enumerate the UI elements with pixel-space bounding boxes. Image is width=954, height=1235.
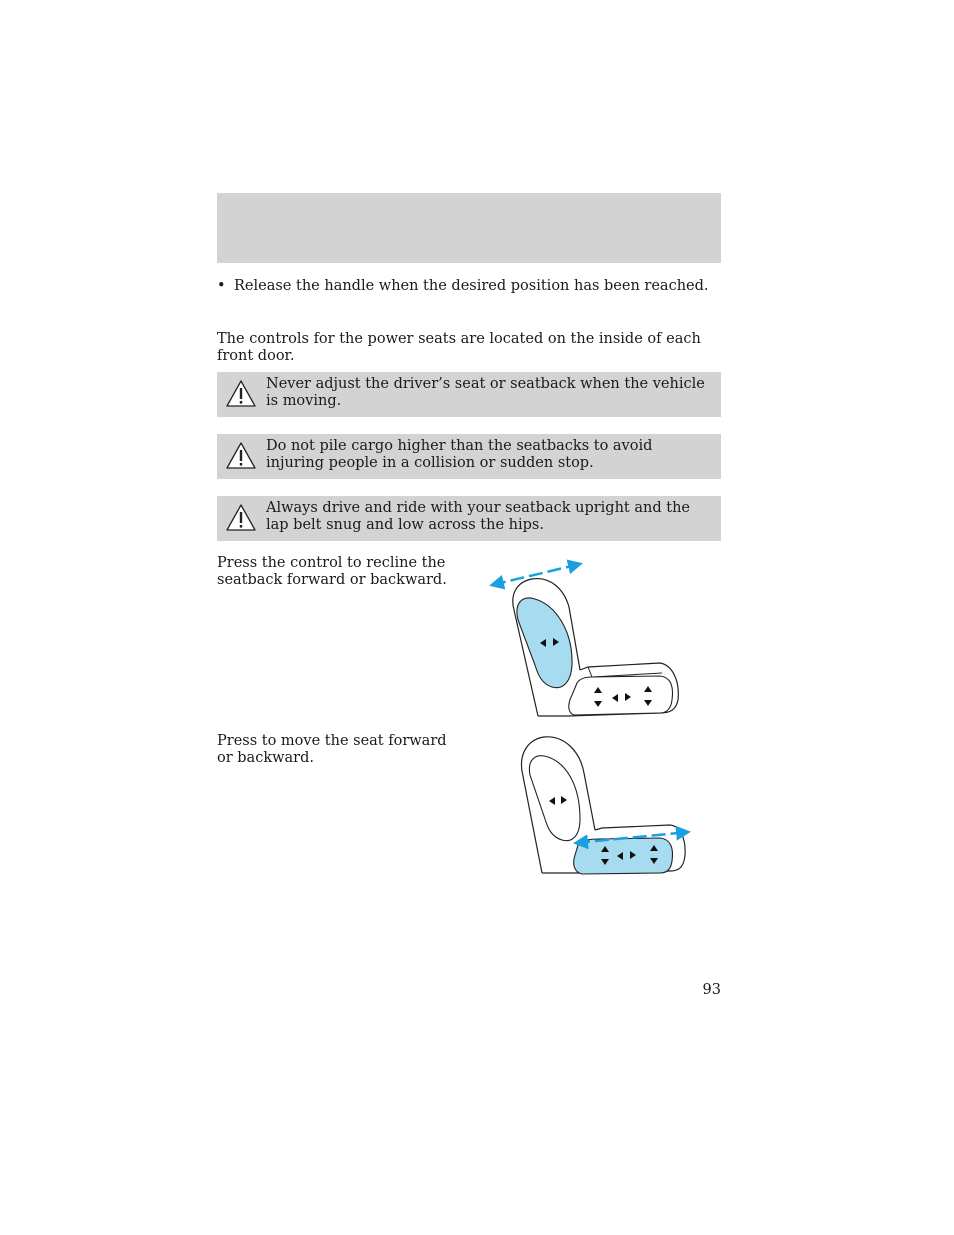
seat-control-panel: [569, 676, 673, 715]
warning-box-3: [217, 496, 721, 541]
bullet-marker: •: [217, 278, 226, 294]
warning-text-2: Do not pile cargo higher than the seatbacks to avoid injuring people in a collision or sudden stop.: [266, 438, 653, 471]
bullet-text: Release the handle when the desired position has been reached.: [234, 278, 709, 294]
warning-box-1: [217, 372, 721, 417]
recline-caption: Press the control to recline the seatback forward or backward.: [217, 555, 447, 588]
fore-aft-control-illustration: [510, 733, 695, 883]
bullet-item: [217, 278, 721, 295]
page-number: 93: [702, 982, 721, 998]
warning-text-3: Always drive and ride with your seatback upright and the lap belt snug and low across the hips.: [266, 500, 690, 533]
warning-triangle-icon: [225, 503, 257, 533]
warning-box-2: [217, 434, 721, 479]
fore-aft-control-highlight: [574, 838, 673, 874]
recline-control-illustration: [480, 555, 690, 725]
warning-triangle-icon: [225, 441, 257, 471]
intro-paragraph: The controls for the power seats are located on the inside of each front door.: [217, 331, 701, 364]
warning-text-1: Never adjust the driver’s seat or seatback when the vehicle is moving.: [266, 376, 705, 409]
section-header-band: [217, 193, 721, 263]
fore-aft-caption: Press to move the seat forward or backward.: [217, 733, 447, 766]
warning-triangle-icon: [225, 379, 257, 409]
